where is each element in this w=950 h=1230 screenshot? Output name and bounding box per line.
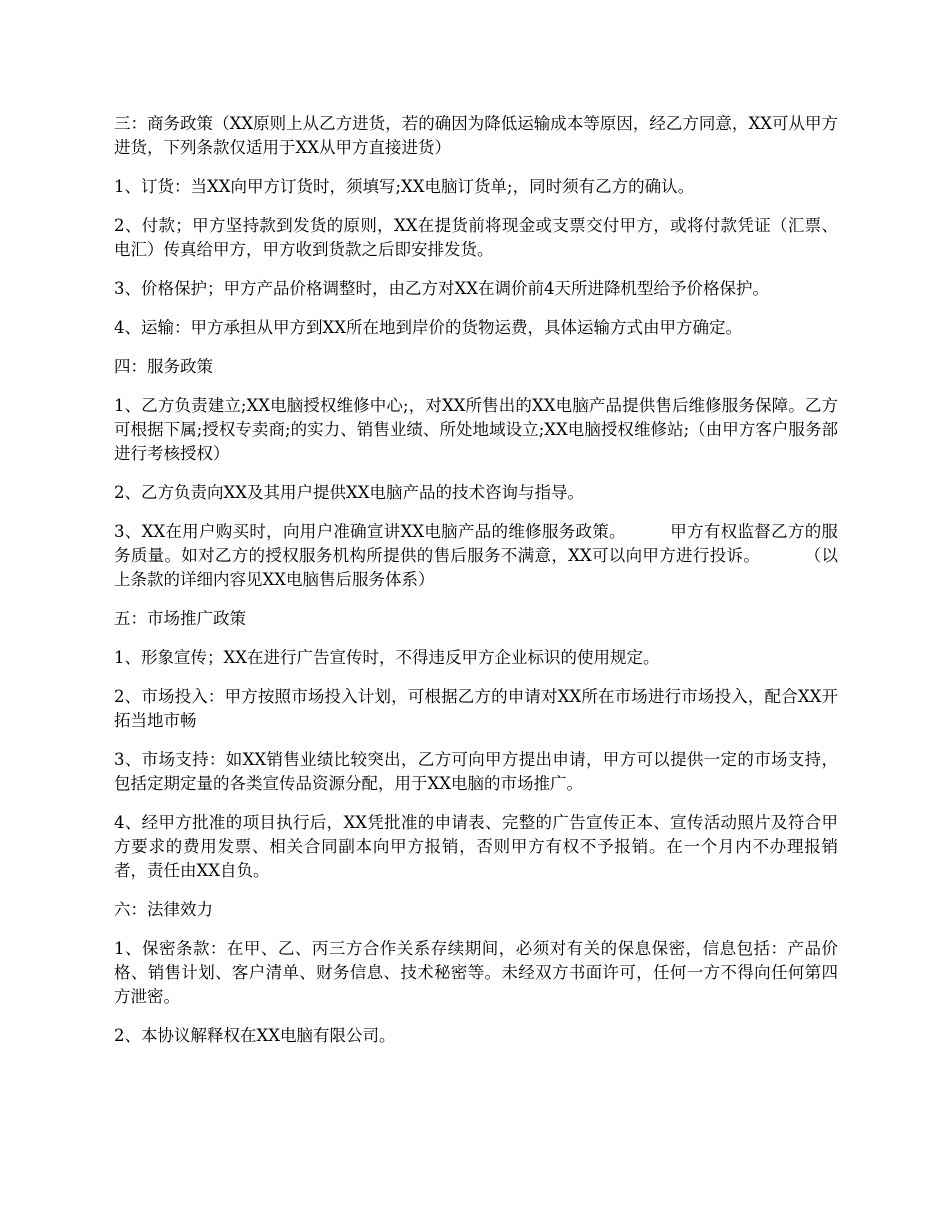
clause-price-protection: 3、价格保护；甲方产品价格调整时，由乙方对XX在调价前4天所进降机型给予价格保护。 bbox=[114, 279, 769, 298]
clause-market-support: 3、市场支持：如XX销售业绩比较突出，乙方可向甲方提出申请，甲方可以提供一定的市场支持，包括定期定量的各类宣传品资源分配，用于XX电脑的市场推广。 bbox=[114, 750, 838, 793]
clause-transport: 4、运输：甲方承担从甲方到XX所在地到岸价的货物运费，具体运输方式由甲方确定。 bbox=[114, 318, 742, 337]
clause-interpretation: 2、本协议解释权在XX电脑有限公司。 bbox=[114, 1026, 396, 1045]
clause-technical-support: 2、乙方负责向XX及其用户提供XX电脑产品的技术咨询与指导。 bbox=[114, 483, 584, 502]
clause-image-promotion: 1、形象宣传；XX在进行广告宣传时，不得违反甲方企业标识的使用规定。 bbox=[114, 648, 660, 667]
clause-reimbursement: 4、经甲方批准的项目执行后，XX凭批准的申请表、完整的广告宣传正本、宣传活动照片及符合甲方要求的费用发票、相关合同副本向甲方报销，否则甲方有权不予报销。在一个月内不办理报销者，责任由XX自负。 bbox=[114, 813, 838, 880]
clause-confidentiality: 1、保密条款：在甲、乙、丙三方合作关系存续期间，必须对有关的保息保密，信息包括：产品价格、销售计划、客户清单、财务信息、技术秘密等。未经双方书面许可，任何一方不得向任何第四方泄密。 bbox=[114, 939, 838, 1006]
clause-service-policy: 3、XX在用户购买时，向用户准确宣讲XX电脑产品的维修服务政策。 甲方有权监督乙方的服务质量。如对乙方的授权服务机构所提供的售后服务不满意，XX可以向甲方进行投诉。 （以上条款的详细内容见XX电脑售后服务体系） bbox=[114, 522, 838, 589]
clause-service-center: 1、乙方负责建立;XX电脑授权维修中心;，对XX所售出的XX电脑产品提供售后维修服务保障。乙方可根据下属;授权专卖商;的实力、销售业绩、所处地域设立;XX电脑授权维修站;（由甲方客户服务部进行考核授权） bbox=[114, 396, 838, 463]
section-six-heading: 六：法律效力 bbox=[114, 900, 213, 919]
clause-ordering: 1、订货：当XX向甲方订货时，须填写;XX电脑订货单;，同时须有乙方的确认。 bbox=[114, 177, 695, 196]
clause-payment: 2、付款；甲方坚持款到发货的原则，XX在提货前将现金或支票交付甲方，或将付款凭证（汇票、电汇）传真给甲方，甲方收到货款之后即安排发货。 bbox=[114, 216, 838, 259]
section-four-heading: 四：服务政策 bbox=[114, 357, 213, 376]
clause-market-investment: 2、市场投入：甲方按照市场投入计划，可根据乙方的申请对XX所在市场进行市场投入，配合XX开拓当地市畅 bbox=[114, 687, 838, 730]
document-body bbox=[114, 112, 838, 1063]
section-five-heading: 五：市场推广政策 bbox=[114, 609, 246, 628]
section-three-heading: 三：商务政策（XX原则上从乙方进货，若的确因为降低运输成本等原因，经乙方同意，XX可从甲方进货，下列条款仅适用于XX从甲方直接进货） bbox=[114, 114, 838, 157]
